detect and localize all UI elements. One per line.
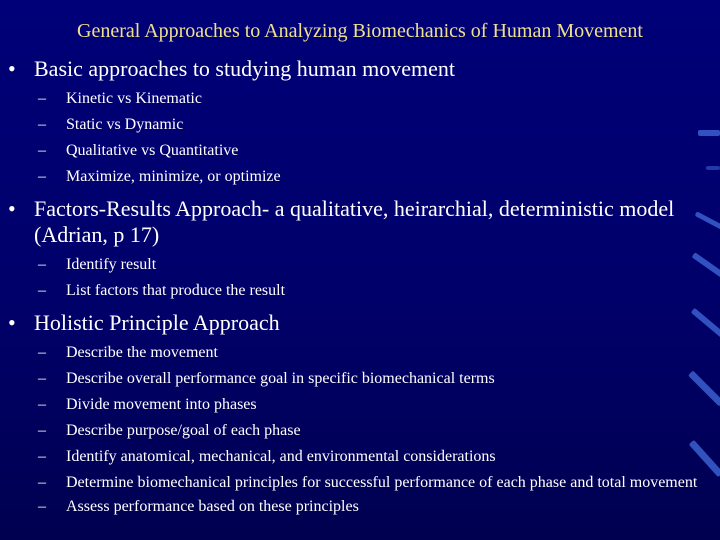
list-item-text: Static vs Dynamic: [66, 116, 184, 133]
list-item-text: Describe the movement: [66, 344, 218, 361]
sub-list: [8, 340, 698, 520]
dash-marker: –: [38, 168, 46, 185]
dash-marker: –: [38, 422, 46, 439]
dash-marker: –: [38, 474, 46, 491]
list-item-text: Divide movement into phases: [66, 396, 257, 413]
dash-marker: –: [38, 498, 46, 515]
list-item: [8, 392, 698, 418]
list-item-text: Maximize, minimize, or optimize: [66, 168, 281, 185]
bullet-text: Holistic Principle Approach: [34, 310, 280, 335]
list-item: [8, 418, 698, 444]
list-item-text: Identify result: [66, 256, 157, 273]
slide-body: [8, 56, 698, 520]
dash-marker: –: [38, 116, 46, 133]
list-item-text: Describe overall performance goal in specific biomechanical terms: [66, 370, 495, 387]
decorative-stripe: [698, 130, 720, 136]
bullet-text: Basic approaches to studying human movement: [34, 56, 455, 81]
list-item-text: Describe purpose/goal of each phase: [66, 422, 301, 439]
list-item: [8, 86, 698, 112]
bullet-basic-approaches: [8, 56, 698, 82]
list-item: [8, 494, 698, 520]
list-item-text: Kinetic vs Kinematic: [66, 90, 202, 107]
list-item: [8, 112, 698, 138]
list-item-text: Qualitative vs Quantitative: [66, 142, 239, 159]
bullet-holistic-principle: [8, 310, 698, 336]
sub-list: [8, 86, 698, 190]
list-item: [8, 138, 698, 164]
list-item: [8, 252, 698, 278]
dash-marker: –: [38, 142, 46, 159]
list-item: [8, 444, 698, 470]
bullet-factors-results: [8, 196, 698, 248]
bullet-text: Factors-Results Approach- a qualitative, heirarchial, deterministic model (Adrian, p 17): [34, 196, 675, 247]
bullet-marker: •: [8, 196, 16, 221]
dash-marker: –: [38, 344, 46, 361]
list-item: [8, 474, 698, 492]
list-item: [8, 164, 698, 190]
dash-marker: –: [38, 370, 46, 387]
list-item: [8, 278, 698, 304]
list-item-text: Determine biomechanical principles for successful performance of each phase and total movement: [66, 474, 698, 491]
dash-marker: –: [38, 396, 46, 413]
list-item: [8, 366, 698, 392]
dash-marker: –: [38, 448, 46, 465]
dash-marker: –: [38, 90, 46, 107]
list-item-text: List factors that produce the result: [66, 282, 286, 299]
dash-marker: –: [38, 282, 46, 299]
dash-marker: –: [38, 256, 46, 273]
bullet-marker: •: [8, 310, 16, 335]
list-item: [8, 340, 698, 366]
decorative-stripe: [706, 166, 720, 170]
list-item-text: Assess performance based on these principles: [66, 498, 359, 515]
slide-title: General Approaches to Analyzing Biomechanics of Human Movement: [77, 20, 643, 42]
decorative-stripe: [695, 211, 720, 229]
list-item-text: Identify anatomical, mechanical, and environmental considerations: [66, 448, 496, 465]
sub-list: [8, 252, 698, 304]
bullet-marker: •: [8, 56, 16, 81]
